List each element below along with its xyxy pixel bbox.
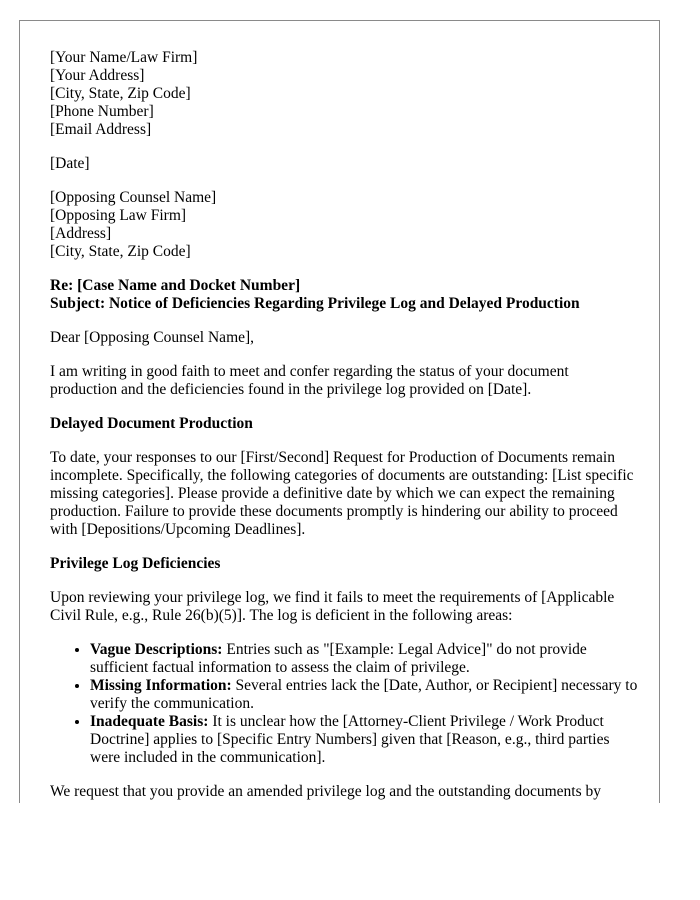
sender-name: [Your Name/Law Firm] xyxy=(50,49,198,66)
list-item-label: Vague Descriptions: xyxy=(90,641,223,658)
list-item xyxy=(90,641,638,677)
subject-line: Subject: Notice of Deficiencies Regarding Privilege Log and Delayed Production xyxy=(50,295,580,312)
list-item-label: Inadequate Basis: xyxy=(90,713,209,730)
recipient-block xyxy=(50,189,638,261)
sender-email: [Email Address] xyxy=(50,121,152,138)
section-heading-delayed-production: Delayed Document Production xyxy=(50,415,253,432)
list-item-text: Several entries lack the [Date, Author, or Recipient] necessary to verify the communication. xyxy=(90,677,638,712)
deficiency-list xyxy=(50,641,638,767)
list-item xyxy=(90,677,638,713)
re-line: Re: [Case Name and Docket Number] xyxy=(50,277,301,294)
sender-city: [City, State, Zip Code] xyxy=(50,85,191,102)
sender-phone: [Phone Number] xyxy=(50,103,154,120)
salutation: Dear [Opposing Counsel Name], xyxy=(50,329,255,346)
delayed-production-paragraph: To date, your responses to our [First/Second] Request for Production of Documents remain incomplete. Specifically, the following categories of documents are outstanding: [List specific missing categories]. Please provide a definitive date by which we can expect the remaining production. Failure to provide these documents promptly is hindering our ability to proceed with [Depositions/Upcoming Deadlines]. xyxy=(50,449,634,538)
letter-date: [Date] xyxy=(50,155,90,172)
sender-block xyxy=(50,49,638,139)
list-item xyxy=(90,713,638,767)
intro-paragraph: I am writing in good faith to meet and confer regarding the status of your document production and the deficiencies found in the privilege log provided on [Date]. xyxy=(50,363,569,398)
sender-address: [Your Address] xyxy=(50,67,145,84)
list-item-label: Missing Information: xyxy=(90,677,232,694)
closing-request-paragraph: We request that you provide an amended privilege log and the outstanding documents by xyxy=(50,783,602,800)
list-item-text: It is unclear how the [Attorney-Client Privilege / Work Product Doctrine] applies to [Specific Entry Numbers] given that [Reason, e.g., third parties were included in the communication]. xyxy=(90,713,610,766)
section-heading-privilege-log: Privilege Log Deficiencies xyxy=(50,555,221,572)
list-item-text: Entries such as "[Example: Legal Advice]" do not provide sufficient factual information to assess the claim of privilege. xyxy=(90,641,587,676)
privilege-log-paragraph: Upon reviewing your privilege log, we find it fails to meet the requirements of [Applicable Civil Rule, e.g., Rule 26(b)(5)]. The log is deficient in the following areas: xyxy=(50,589,615,624)
recipient-address: [Address] xyxy=(50,225,112,242)
recipient-name: [Opposing Counsel Name] xyxy=(50,189,217,206)
letter-page xyxy=(19,20,660,803)
re-subject-block xyxy=(50,277,638,313)
recipient-city: [City, State, Zip Code] xyxy=(50,243,191,260)
recipient-firm: [Opposing Law Firm] xyxy=(50,207,187,224)
letter-body xyxy=(50,49,638,801)
